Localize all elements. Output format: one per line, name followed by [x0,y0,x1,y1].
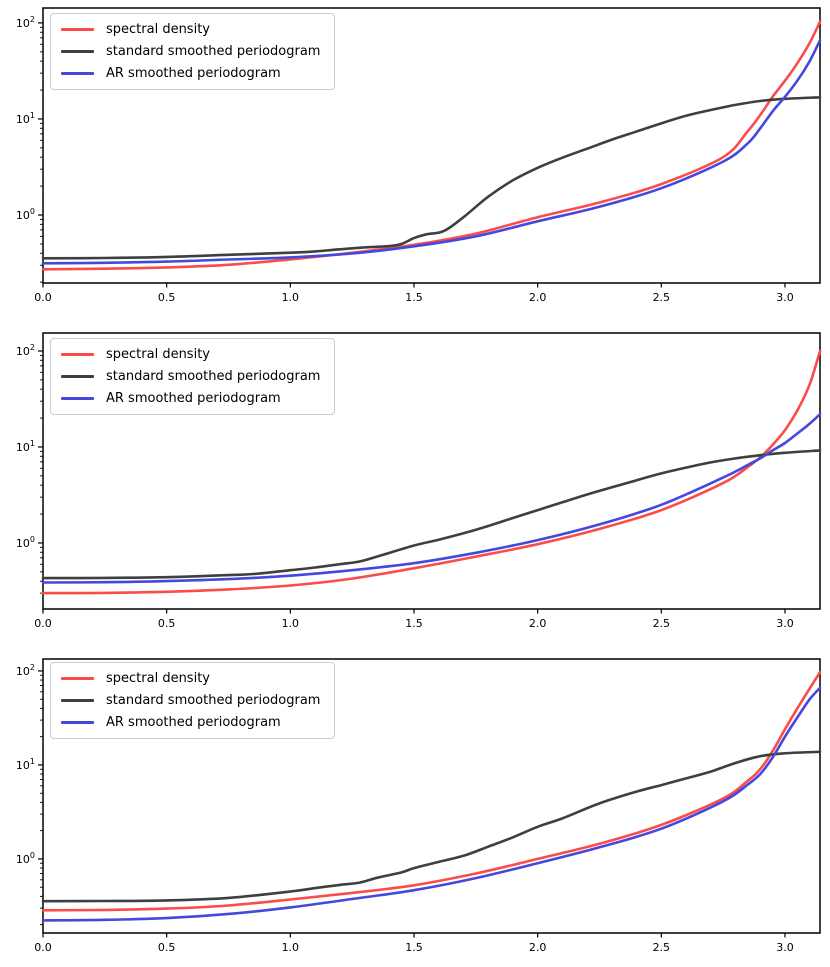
ar-periodogram-line-swatch [61,72,94,75]
standard-curve [43,97,820,258]
x-tick-label: 2.0 [528,941,547,954]
legend-box-subplot-2 [50,338,335,415]
legend-item-spectral-density [61,21,320,38]
spectral-density-line-swatch [61,677,94,680]
legend-label: AR smoothed periodogram [106,391,281,406]
legend-item-spectral-density [61,670,320,687]
legend-label: spectral density [106,671,210,686]
standard-periodogram-line-swatch [61,375,94,378]
standard-periodogram-line-swatch [61,50,94,53]
legend-item-ar-smoothed-periodogram [61,714,320,731]
x-tick-label: 2.5 [652,617,671,630]
y-tick-label: $10^0$ [15,850,35,866]
legend-item-spectral-density [61,346,320,363]
standard-curve [43,752,820,901]
x-tick-label: 2.5 [652,291,671,304]
x-tick-label: 1.5 [405,291,423,304]
x-tick-label: 1.5 [405,617,423,630]
x-tick-label: 2.5 [652,941,671,954]
spectral-density-line-swatch [61,28,94,31]
legend-label: AR smoothed periodogram [106,715,281,730]
y-tick-label: $10^2$ [15,14,35,30]
y-tick-label: $10^1$ [15,438,35,454]
spectral-density-line-swatch [61,353,94,356]
x-tick-label: 3.0 [776,617,794,630]
x-tick-label: 0.0 [34,617,52,630]
ar-periodogram-line-swatch [61,721,94,724]
legend-item-ar-smoothed-periodogram [61,390,320,407]
x-tick-label: 0.0 [34,941,52,954]
x-tick-label: 1.0 [281,291,300,304]
legend-item-ar-smoothed-periodogram [61,65,320,82]
y-tick-label: $10^1$ [15,756,35,772]
x-tick-label: 1.0 [281,617,300,630]
y-tick-label: $10^0$ [15,207,35,223]
legend-label: standard smoothed periodogram [106,44,321,59]
y-tick-label: $10^1$ [15,110,35,126]
standard-periodogram-line-swatch [61,699,94,702]
x-tick-label: 0.5 [157,291,176,304]
x-tick-label: 2.0 [528,291,547,304]
legend-box-subplot-1 [50,13,335,90]
ar-curve [43,414,820,582]
x-tick-label: 3.0 [776,941,794,954]
x-tick-label: 1.0 [281,941,300,954]
legend-label: AR smoothed periodogram [106,66,281,81]
legend-label: standard smoothed periodogram [106,693,321,708]
x-tick-label: 2.0 [528,617,547,630]
legend-item-standard-smoothed-periodogram [61,368,320,385]
legend-label: spectral density [106,347,210,362]
legend-label: standard smoothed periodogram [106,369,321,384]
y-tick-label: $10^0$ [15,534,35,550]
legend-box-subplot-3 [50,662,335,739]
standard-curve [43,450,820,578]
legend-item-standard-smoothed-periodogram [61,692,320,709]
legend-label: spectral density [106,22,210,37]
x-tick-label: 3.0 [776,291,794,304]
x-tick-label: 0.5 [157,941,176,954]
x-tick-label: 0.5 [157,617,176,630]
x-tick-label: 1.5 [405,941,423,954]
x-tick-label: 0.0 [34,291,52,304]
legend-item-standard-smoothed-periodogram [61,43,320,60]
y-tick-label: $10^2$ [15,662,35,678]
ar-periodogram-line-swatch [61,397,94,400]
y-tick-label: $10^2$ [15,342,35,358]
